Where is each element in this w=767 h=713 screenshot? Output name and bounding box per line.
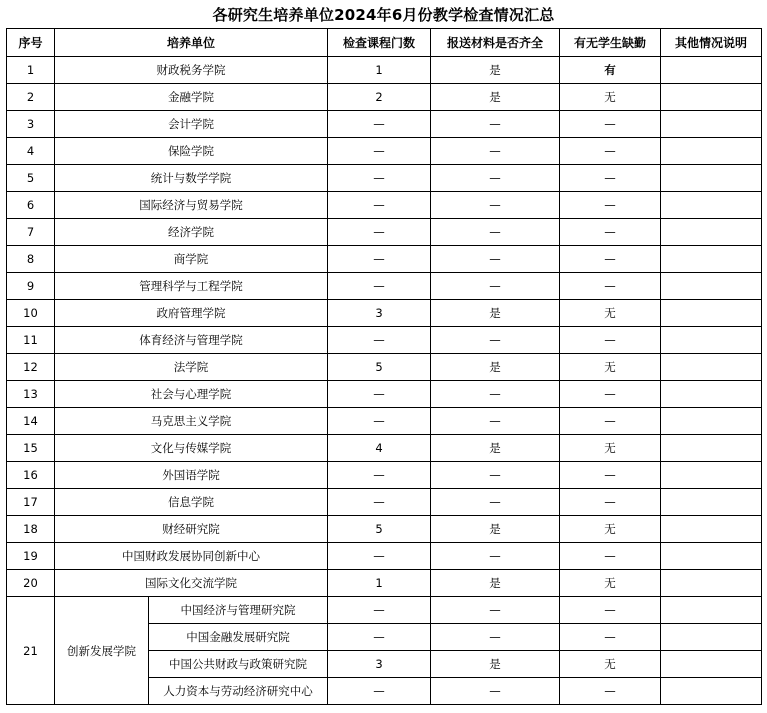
row-materials-cell: — <box>431 327 560 354</box>
row-courses-cell: — <box>328 543 431 570</box>
row-absence-cell: 无 <box>560 570 661 597</box>
row-notes-cell <box>661 354 762 381</box>
row-unit-cell: 文化与传媒学院 <box>55 435 328 462</box>
row-courses-cell: 4 <box>328 435 431 462</box>
row-absence-cell: 无 <box>560 435 661 462</box>
row-seq-cell: 16 <box>7 462 55 489</box>
table-row <box>7 165 762 192</box>
table-row <box>7 489 762 516</box>
row-materials-cell: — <box>431 165 560 192</box>
page-title: 各研究生培养单位2024年6月份教学检查情况汇总 <box>212 6 555 24</box>
row-seq-cell: 19 <box>7 543 55 570</box>
row-unit-cell: 财政税务学院 <box>55 57 328 84</box>
row-unit-cell: 国际文化交流学院 <box>55 570 328 597</box>
row-seq-cell: 15 <box>7 435 55 462</box>
table-row <box>7 246 762 273</box>
row-absence-cell: — <box>560 489 661 516</box>
row-seq-cell: 1 <box>7 57 55 84</box>
row-unit-cell: 社会与心理学院 <box>55 381 328 408</box>
row-materials-cell: — <box>431 219 560 246</box>
header-materials: 报送材料是否齐全 <box>431 29 560 57</box>
row-courses-cell: — <box>328 678 431 705</box>
row-courses-cell: — <box>328 327 431 354</box>
row-absence-cell: — <box>560 192 661 219</box>
row-seq-cell: 5 <box>7 165 55 192</box>
row-absence-cell: — <box>560 111 661 138</box>
row-absence-cell: — <box>560 597 661 624</box>
row-unit-cell: 政府管理学院 <box>55 300 328 327</box>
row-courses-cell: — <box>328 219 431 246</box>
row-absence-cell: — <box>560 543 661 570</box>
row-absence-cell: — <box>560 624 661 651</box>
row-absence-cell: 无 <box>560 300 661 327</box>
row-unit-cell: 国际经济与贸易学院 <box>55 192 328 219</box>
row-notes-cell <box>661 57 762 84</box>
row-notes-cell <box>661 84 762 111</box>
row-courses-cell: — <box>328 246 431 273</box>
row-unit-cell: 统计与数学学院 <box>55 165 328 192</box>
row-seq-cell: 17 <box>7 489 55 516</box>
row-notes-cell <box>661 138 762 165</box>
row-absence-cell: — <box>560 462 661 489</box>
subunit-cell: 中国金融发展研究院 <box>149 624 328 651</box>
row-materials-cell: — <box>431 624 560 651</box>
row-unit-cell: 会计学院 <box>55 111 328 138</box>
table-row <box>7 111 762 138</box>
table-row <box>7 219 762 246</box>
row-materials-cell: 是 <box>431 435 560 462</box>
table-row <box>7 597 762 624</box>
row-notes-cell <box>661 651 762 678</box>
table-row <box>7 381 762 408</box>
row-courses-cell: 1 <box>328 570 431 597</box>
row-materials-cell: — <box>431 489 560 516</box>
row-seq-cell: 8 <box>7 246 55 273</box>
row-seq-cell: 10 <box>7 300 55 327</box>
row-seq-cell: 3 <box>7 111 55 138</box>
row-notes-cell <box>661 516 762 543</box>
row-notes-cell <box>661 381 762 408</box>
subunit-cell: 人力资本与劳动经济研究中心 <box>149 678 328 705</box>
group-unit-cell: 创新发展学院 <box>55 597 149 705</box>
row-seq-cell: 18 <box>7 516 55 543</box>
row-courses-cell: 2 <box>328 84 431 111</box>
row-unit-cell: 法学院 <box>55 354 328 381</box>
row-courses-cell: 3 <box>328 651 431 678</box>
inspection-summary-table <box>6 28 762 705</box>
row-materials-cell: 是 <box>431 570 560 597</box>
row-notes-cell <box>661 111 762 138</box>
table-row <box>7 435 762 462</box>
row-materials-cell: — <box>431 138 560 165</box>
row-notes-cell <box>661 489 762 516</box>
header-courses: 检查课程门数 <box>328 29 431 57</box>
table-header-row <box>7 29 762 57</box>
row-unit-cell: 马克思主义学院 <box>55 408 328 435</box>
header-absence: 有无学生缺勤 <box>560 29 661 57</box>
row-seq-cell: 14 <box>7 408 55 435</box>
row-materials-cell: 是 <box>431 57 560 84</box>
row-notes-cell <box>661 219 762 246</box>
row-courses-cell: — <box>328 111 431 138</box>
row-seq-cell: 12 <box>7 354 55 381</box>
row-notes-cell <box>661 624 762 651</box>
row-materials-cell: — <box>431 543 560 570</box>
row-notes-cell <box>661 597 762 624</box>
row-notes-cell <box>661 678 762 705</box>
row-materials-cell: — <box>431 273 560 300</box>
subunit-cell: 中国公共财政与政策研究院 <box>149 651 328 678</box>
row-seq-cell: 7 <box>7 219 55 246</box>
row-materials-cell: 是 <box>431 354 560 381</box>
row-materials-cell: 是 <box>431 84 560 111</box>
row-seq-cell: 2 <box>7 84 55 111</box>
table-row <box>7 570 762 597</box>
row-notes-cell <box>661 570 762 597</box>
table-row <box>7 138 762 165</box>
row-absence-cell: — <box>560 219 661 246</box>
table-row <box>7 84 762 111</box>
row-absence-cell: 无 <box>560 516 661 543</box>
row-courses-cell: — <box>328 624 431 651</box>
row-courses-cell: — <box>328 273 431 300</box>
row-unit-cell: 金融学院 <box>55 84 328 111</box>
row-absence-cell: — <box>560 678 661 705</box>
row-absence-cell: — <box>560 165 661 192</box>
row-materials-cell: 是 <box>431 651 560 678</box>
row-materials-cell: 是 <box>431 516 560 543</box>
row-seq-cell: 13 <box>7 381 55 408</box>
row-absence-cell: — <box>560 408 661 435</box>
row-absence-cell: 无 <box>560 354 661 381</box>
table-body <box>7 57 762 705</box>
table-row <box>7 327 762 354</box>
row-unit-cell: 商学院 <box>55 246 328 273</box>
row-courses-cell: — <box>328 462 431 489</box>
table-row <box>7 462 762 489</box>
row-notes-cell <box>661 327 762 354</box>
row-materials-cell: — <box>431 192 560 219</box>
row-courses-cell: — <box>328 165 431 192</box>
row-notes-cell <box>661 246 762 273</box>
row-courses-cell: — <box>328 192 431 219</box>
row-materials-cell: — <box>431 678 560 705</box>
row-notes-cell <box>661 462 762 489</box>
row-seq-cell: 6 <box>7 192 55 219</box>
row-unit-cell: 中国财政发展协同创新中心 <box>55 543 328 570</box>
table-row <box>7 516 762 543</box>
row-materials-cell: — <box>431 111 560 138</box>
row-unit-cell: 体育经济与管理学院 <box>55 327 328 354</box>
row-notes-cell <box>661 543 762 570</box>
subunit-cell: 中国经济与管理研究院 <box>149 597 328 624</box>
header-seq: 序号 <box>7 29 55 57</box>
table-row <box>7 192 762 219</box>
row-absence-cell: — <box>560 327 661 354</box>
row-unit-cell: 经济学院 <box>55 219 328 246</box>
row-courses-cell: — <box>328 408 431 435</box>
row-materials-cell: 是 <box>431 300 560 327</box>
row-absence-cell: 无 <box>560 84 661 111</box>
row-materials-cell: — <box>431 408 560 435</box>
row-materials-cell: — <box>431 381 560 408</box>
row-notes-cell <box>661 435 762 462</box>
row-absence-cell: — <box>560 273 661 300</box>
row-courses-cell: — <box>328 489 431 516</box>
row-absence-cell: 有 <box>560 57 661 84</box>
row-notes-cell <box>661 273 762 300</box>
row-courses-cell: — <box>328 381 431 408</box>
table-row <box>7 543 762 570</box>
row-notes-cell <box>661 192 762 219</box>
row-seq-cell: 20 <box>7 570 55 597</box>
row-unit-cell: 信息学院 <box>55 489 328 516</box>
row-courses-cell: 1 <box>328 57 431 84</box>
row-unit-cell: 保险学院 <box>55 138 328 165</box>
row-unit-cell: 财经研究院 <box>55 516 328 543</box>
table-row <box>7 354 762 381</box>
row-courses-cell: 5 <box>328 516 431 543</box>
header-unit: 培养单位 <box>55 29 328 57</box>
row-courses-cell: 3 <box>328 300 431 327</box>
row-seq-cell: 4 <box>7 138 55 165</box>
row-courses-cell: — <box>328 597 431 624</box>
header-notes: 其他情况说明 <box>661 29 762 57</box>
table-row <box>7 57 762 84</box>
row-absence-cell: — <box>560 381 661 408</box>
row-absence-cell: — <box>560 246 661 273</box>
row-notes-cell <box>661 408 762 435</box>
row-notes-cell <box>661 300 762 327</box>
table-row <box>7 273 762 300</box>
row-absence-cell: — <box>560 138 661 165</box>
row-materials-cell: — <box>431 462 560 489</box>
row-absence-cell: 无 <box>560 651 661 678</box>
row-unit-cell: 管理科学与工程学院 <box>55 273 328 300</box>
table-row <box>7 408 762 435</box>
row-seq-cell: 11 <box>7 327 55 354</box>
row-courses-cell: — <box>328 138 431 165</box>
row-unit-cell: 外国语学院 <box>55 462 328 489</box>
row-materials-cell: — <box>431 246 560 273</box>
row-materials-cell: — <box>431 597 560 624</box>
row-notes-cell <box>661 165 762 192</box>
group-seq-cell: 21 <box>7 597 55 705</box>
row-courses-cell: 5 <box>328 354 431 381</box>
table-row <box>7 300 762 327</box>
row-seq-cell: 9 <box>7 273 55 300</box>
